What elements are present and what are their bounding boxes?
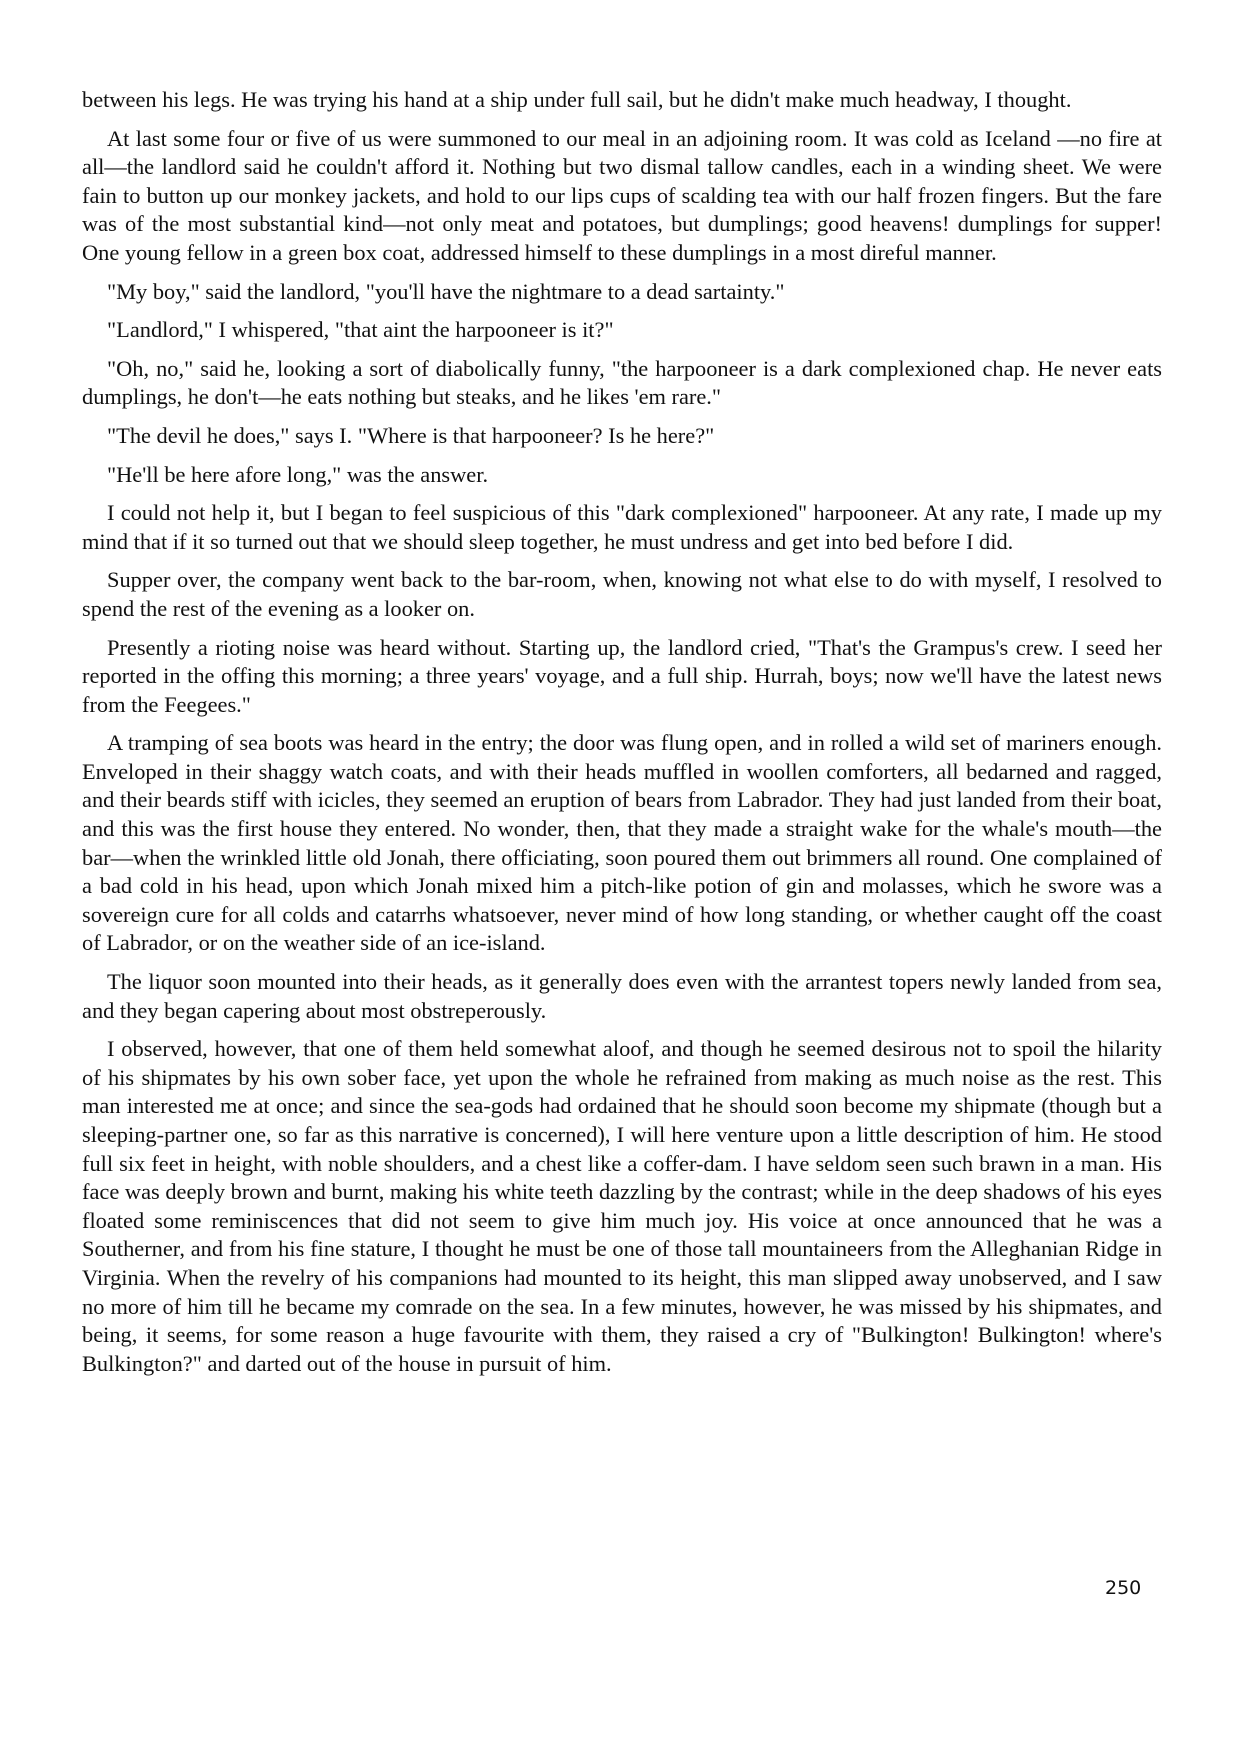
paragraph-liquor: The liquor soon mounted into their heads, as it generally does even with the arrantest topers newly landed from sea, and they began capering about most obstreperously. <box>82 969 1162 1023</box>
body-text <box>82 86 1162 1388</box>
paragraph-whisper: "Landlord," I whispered, "that aint the harpooneer is it?" <box>107 317 614 343</box>
paragraph-devil-he-does: "The devil he does," says I. "Where is that harpooneer? Is he here?" <box>107 422 715 448</box>
paragraph-landlord-nightmare: "My boy," said the landlord, "you'll have the nightmare to a dead sartainty." <box>107 278 785 304</box>
paragraph-bulkington: I observed, however, that one of them held somewhat aloof, and though he seemed desirous not to spoil the hilarity of his shipmates by his own sober face, yet upon the whole he refrained from making as much noise as the rest. This man interested me at once; and since the sea-gods had ordained that he should soon become my shipmate (though but a sleeping-partner one, so far as this narrative is concerned), I will here venture upon a little description of him. He stood full six feet in height, with noble shoulders, and a chest like a coffer-dam. I have seldom seen such brawn in a man. His face was deeply brown and burnt, making his white teeth dazzling by the contrast; while in the deep shadows of his eyes floated some reminiscences that did not seem to give him much joy. His voice at once announced that he was a Southerner, and from his fine stature, I thought he must be one of those tall mountaineers from the Alleghanian Ridge in Virginia. When the revelry of his companions had mounted to its height, this man slipped away unobserved, and I saw no more of him till he became my comrade on the sea. In a few minutes, however, he was missed by his shipmates, and being, it seems, for some reason a huge favourite with them, they raised a cry of "Bulkington! Bulkington! where's Bulkington?" and darted out of the house in pursuit of him. <box>82 1036 1162 1376</box>
paragraph-rioting-noise: Presently a rioting noise was heard without. Starting up, the landlord cried, "That's the Grampus's crew. I seed her reported in the offing this morning; a three years' voyage, and a full ship. Hurrah, boys; now we'll have the latest news from the Feegees." <box>82 634 1162 717</box>
paragraph-supper-over: Supper over, the company went back to the bar-room, when, knowing not what else to do with myself, I resolved to spend the rest of the evening as a looker on. <box>82 567 1162 621</box>
paragraph-afore-long: "He'll be here afore long," was the answer. <box>107 461 489 487</box>
paragraph-suspicious: I could not help it, but I began to feel suspicious of this "dark complexioned" harpooneer. At any rate, I made up my mind that if it so turned out that we should sleep together, he must undress and get into bed before I did. <box>82 500 1162 554</box>
paragraph-harpooneer-description: "Oh, no," said he, looking a sort of diabolically funny, "the harpooneer is a dark complexioned chap. He never eats dumplings, he don't—he eats nothing but steaks, and he likes 'em rare." <box>82 355 1162 410</box>
paragraph-sea-boots: A tramping of sea boots was heard in the entry; the door was flung open, and in rolled a wild set of mariners enough. Enveloped in their shaggy watch coats, and with their heads muffled in woollen comforters, all bedarned and ragged, and their beards stiff with icicles, they seemed an eruption of bears from Labrador. They had just landed from their boat, and this was the first house they entered. No wonder, then, that they made a straight wake for the whale's mouth—the bar—when the wrinkled little old Jonah, there officiating, soon poured them out brimmers all round. One complained of a bad cold in his head, upon which Jonah mixed him a pitch-like potion of gin and molasses, which he swore was a sovereign cure for all colds and catarrhs whatsoever, never mind of how long standing, or whether caught off the coast of Labrador, or on the weather side of an ice-island. <box>82 730 1162 956</box>
page-number: 250 <box>1105 1577 1142 1599</box>
paragraph-continued: between his legs. He was trying his hand at a ship under full sail, but he didn't make much headway, I thought. <box>82 87 1072 112</box>
paragraph-supper-meal: At last some four or five of us were summoned to our meal in an adjoining room. It was cold as Iceland —no fire at all—the landlord said he couldn't afford it. Nothing but two dismal tallow candles, each in a winding sheet. We were fain to button up our monkey jackets, and hold to our lips cups of scalding tea with our half frozen fingers. But the fare was of the most substantial kind—not only meat and potatoes, but dumplings; good heavens! dumplings for supper! One young fellow in a green box coat, addressed himself to these dumplings in a most direful manner. <box>82 125 1162 265</box>
